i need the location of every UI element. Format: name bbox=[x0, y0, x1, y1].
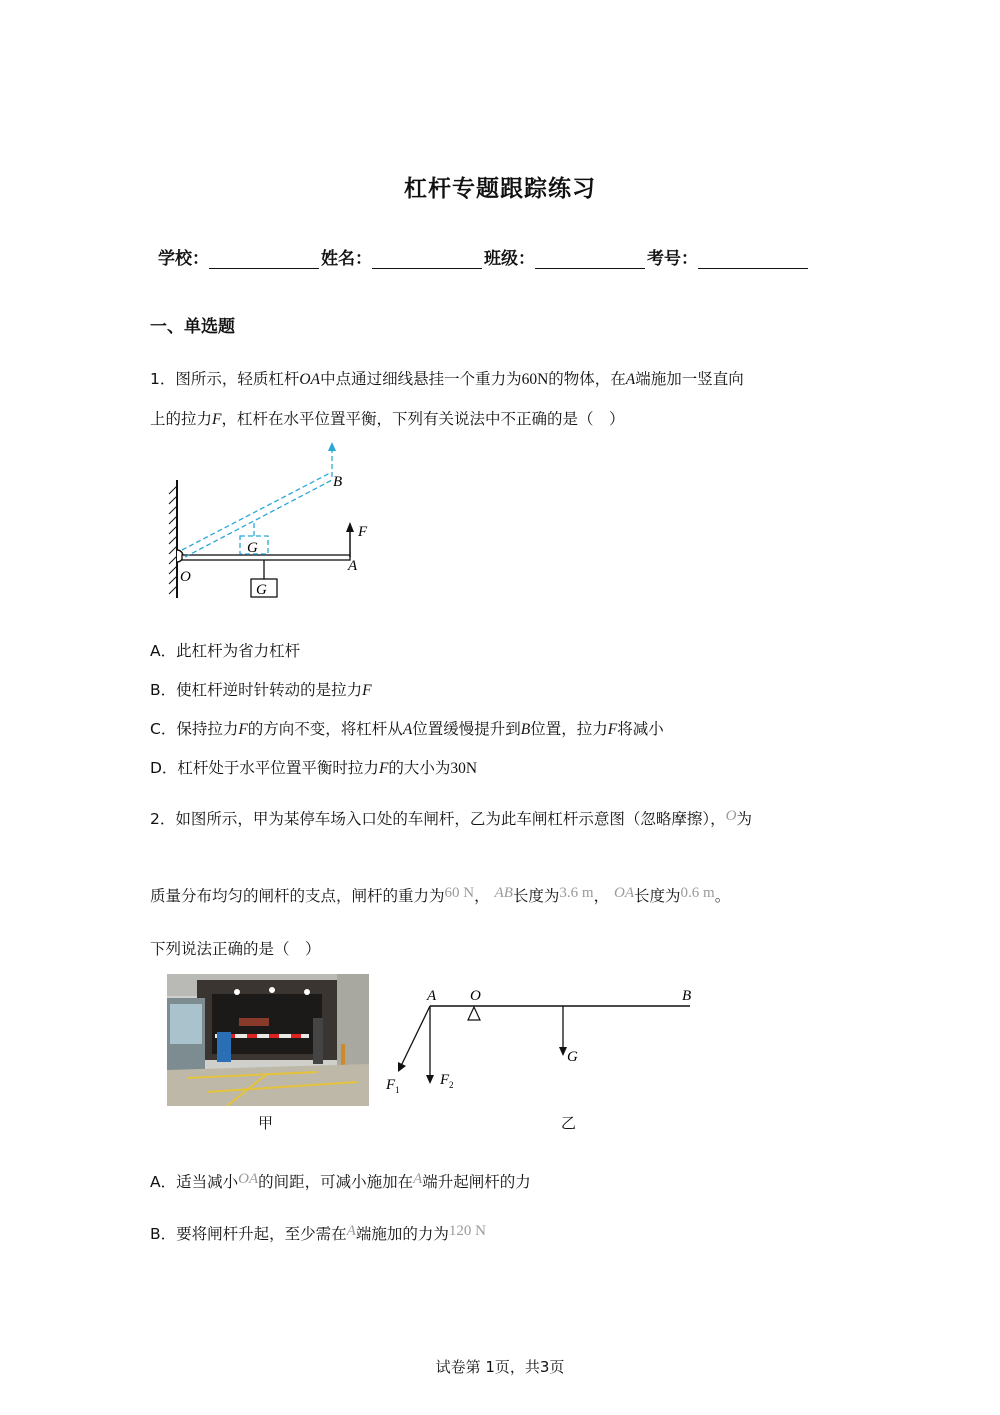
arrow-head-icon bbox=[426, 1075, 434, 1084]
option-var: A bbox=[346, 1223, 356, 1239]
option-var: F bbox=[362, 682, 372, 699]
label-f1-sub: 1 bbox=[395, 1085, 400, 1095]
section-heading: 一、单选题 bbox=[150, 317, 235, 337]
q2-option-a[interactable] bbox=[150, 1170, 531, 1192]
label-a: A bbox=[348, 558, 358, 574]
option-var: A bbox=[413, 1171, 423, 1187]
q1-line2 bbox=[150, 407, 625, 429]
label-g: G bbox=[567, 1049, 578, 1065]
option-text: D．杠杆处于水平位置平衡时拉力 bbox=[150, 759, 379, 777]
q1-text: 的物体，在 bbox=[548, 370, 626, 388]
option-text: B．要将闸杆升起，至少需在 bbox=[150, 1225, 347, 1243]
option-text: B．使杠杆逆时针转动的是拉力 bbox=[150, 681, 363, 699]
q2-text: ， bbox=[474, 887, 490, 905]
fulcrum-icon bbox=[468, 1007, 480, 1020]
option-text: A．此杠杆为省力杠杆 bbox=[150, 642, 301, 660]
class-blank[interactable] bbox=[535, 250, 645, 269]
option-var: B bbox=[520, 721, 531, 738]
option-text: 端升起闸杆的力 bbox=[422, 1173, 531, 1191]
option-text: 的方向不变，将杠杆从 bbox=[247, 720, 403, 738]
label-o: O bbox=[470, 988, 481, 1004]
option-text: 的间距，可减小施加在 bbox=[258, 1173, 414, 1191]
q1-weight: 60N bbox=[521, 371, 549, 388]
q1-text: 上的拉力 bbox=[150, 410, 213, 428]
label-a: A bbox=[427, 988, 437, 1004]
q1-option-d[interactable] bbox=[150, 756, 477, 778]
option-text: 位置，拉力 bbox=[530, 720, 608, 738]
q2-var-o: O bbox=[725, 808, 737, 824]
q2-parking-gate-photo bbox=[167, 974, 369, 1106]
label-f1: F bbox=[386, 1077, 396, 1093]
school-label: 学校： bbox=[158, 249, 209, 269]
option-var: A bbox=[402, 721, 413, 738]
q1-var-a: A bbox=[625, 371, 636, 388]
q2-option-b[interactable] bbox=[150, 1222, 486, 1244]
q1-lever-figure bbox=[160, 440, 380, 605]
name-label: 姓名： bbox=[321, 249, 372, 269]
q2-length-oa: 0.6 m bbox=[680, 885, 715, 901]
wall-hatching bbox=[169, 486, 177, 594]
option-text: A．适当减小 bbox=[150, 1173, 239, 1191]
q1-number: 1． bbox=[150, 370, 176, 388]
q1-text: 图所示，轻质杠杆 bbox=[175, 370, 300, 388]
q1-text: 中点通过细线悬挂一个重力为 bbox=[320, 370, 522, 388]
q2-line1 bbox=[150, 807, 752, 829]
q1-option-c[interactable] bbox=[150, 717, 664, 739]
student-info-line bbox=[158, 244, 810, 269]
q2-gate-lever-diagram bbox=[380, 980, 700, 1100]
label-f: F bbox=[358, 524, 368, 540]
q1-option-b[interactable] bbox=[150, 678, 372, 700]
q2-text: ， bbox=[593, 887, 610, 905]
label-f2: F bbox=[440, 1072, 450, 1088]
q1-var-f: F bbox=[212, 411, 222, 428]
q1-option-a[interactable] bbox=[150, 639, 300, 661]
option-value: 120 N bbox=[448, 1223, 486, 1239]
label-b: B bbox=[333, 474, 343, 490]
option-text: 端施加的力为 bbox=[355, 1225, 449, 1243]
school-blank[interactable] bbox=[209, 250, 319, 269]
diagram-caption: 乙 bbox=[561, 1114, 577, 1132]
page-title: 杠杆专题跟踪练习 bbox=[404, 176, 596, 202]
q2-length-ab: 3.6 m bbox=[559, 885, 594, 901]
q2-number: 2． bbox=[150, 810, 176, 828]
q2-weight: 60 N bbox=[444, 885, 475, 901]
q2-var-oa: OA bbox=[614, 885, 635, 901]
label-b: B bbox=[682, 988, 692, 1004]
option-text: 的大小为 bbox=[388, 759, 451, 777]
number-label: 考号： bbox=[647, 249, 698, 269]
option-value: 30N bbox=[450, 760, 478, 777]
label-g: G bbox=[256, 582, 267, 598]
option-var: OA bbox=[238, 1171, 259, 1187]
page-footer: 试卷第 1页，共3页 bbox=[435, 1358, 565, 1376]
q2-text: 下列说法正确的是（ ） bbox=[150, 940, 321, 958]
option-text: 位置缓慢提升到 bbox=[412, 720, 521, 738]
dashed-arrow-head-icon bbox=[328, 442, 336, 451]
q2-text: 长度为 bbox=[512, 887, 560, 905]
option-var: F bbox=[238, 721, 248, 738]
q1-text: ，杠杆在水平位置平衡，下列有关说法中不正确的是（ ） bbox=[221, 410, 625, 428]
lever-bar bbox=[182, 555, 350, 560]
q1-var-oa: OA bbox=[299, 371, 321, 388]
q2-var-ab: AB bbox=[494, 885, 513, 901]
q2-line3 bbox=[150, 937, 321, 959]
option-text: 将减小 bbox=[617, 720, 664, 738]
q2-text: 质量分布均匀的闸杆的支点，闸杆的重力为 bbox=[150, 887, 445, 905]
q2-text: 如图所示，甲为某停车场入口处的车闸杆，乙为此车闸杠杆示意图（忽略摩擦）， bbox=[175, 810, 726, 828]
q2-text: 。 bbox=[714, 887, 731, 905]
label-o: O bbox=[180, 569, 191, 585]
class-label: 班级： bbox=[484, 249, 535, 269]
q2-text: 长度为 bbox=[634, 887, 681, 905]
arrow-head-icon bbox=[346, 522, 354, 532]
arrow-head-icon bbox=[559, 1047, 567, 1056]
option-var: F bbox=[607, 721, 618, 738]
option-text: C．保持拉力 bbox=[150, 720, 239, 738]
photo-caption: 甲 bbox=[258, 1114, 274, 1132]
q2-text: 为 bbox=[736, 810, 752, 828]
q1-line1 bbox=[150, 367, 744, 389]
q2-line2 bbox=[150, 884, 730, 906]
label-g-dashed: G bbox=[247, 540, 258, 556]
force-f1-line bbox=[401, 1006, 430, 1066]
q1-text: 端施加一竖直向 bbox=[635, 370, 744, 388]
label-f2-sub: 2 bbox=[449, 1080, 454, 1090]
option-var: F bbox=[378, 760, 389, 777]
name-blank[interactable] bbox=[372, 250, 482, 269]
number-blank[interactable] bbox=[698, 250, 808, 269]
